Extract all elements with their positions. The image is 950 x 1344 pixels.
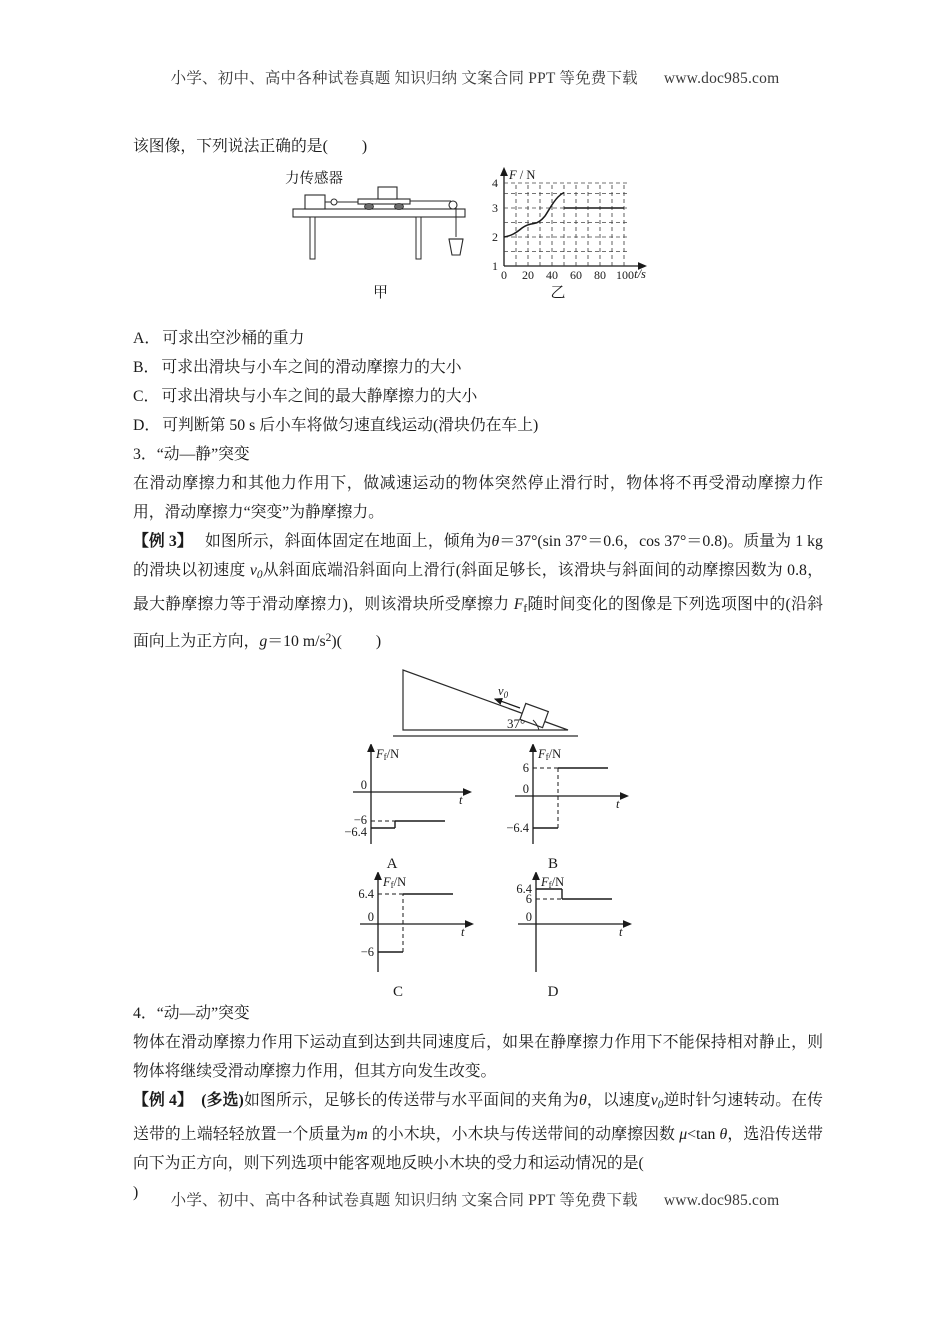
svg-text:40: 40 xyxy=(546,268,558,281)
incline-figure xyxy=(133,662,823,744)
svg-text:−6.4: −6.4 xyxy=(344,824,367,839)
example-3-tag: 【例 3】 xyxy=(133,533,193,550)
svg-text:20: 20 xyxy=(522,268,534,281)
watermark-text: 小学、初中、高中各种试卷真题 知识归纳 文案合同 PPT 等免费下载 xyxy=(170,70,638,87)
figure-caption-jia: 甲 xyxy=(372,285,388,301)
section-4-body: 物体在滑动摩擦力作用下运动直到达到共同速度后，如果在静摩擦力作用下不能保持相对静止，则物体将继续受滑动摩擦力作用，但其方向发生改变。 xyxy=(133,1033,823,1080)
svg-text:100: 100 xyxy=(616,268,634,281)
force-time-graph-figure xyxy=(478,166,653,302)
figure-caption-yi: 乙 xyxy=(550,285,566,301)
answer-graph-b-svg xyxy=(488,744,653,856)
answer-graph-c-label: C xyxy=(392,983,403,1000)
answer-graph-d-label: D xyxy=(547,983,559,1000)
svg-text:4: 4 xyxy=(492,176,498,190)
svg-text:0: 0 xyxy=(522,781,529,796)
svg-text:−6: −6 xyxy=(353,812,367,827)
document-content xyxy=(133,132,823,1207)
answer-graph-a-label: A xyxy=(386,855,398,872)
option-b: B． 可求出滑块与小车之间的滑动摩擦力的大小 xyxy=(133,359,462,376)
option-a: A． 可求出空沙桶的重力 xyxy=(133,330,305,347)
svg-text:0: 0 xyxy=(501,268,507,281)
options-list xyxy=(133,324,823,440)
svg-text:1: 1 xyxy=(492,259,498,273)
watermark-text-footer: 小学、初中、高中各种试卷真题 知识归纳 文案合同 PPT 等免费下载 xyxy=(170,1192,638,1209)
svg-text:Ff/N: Ff/N xyxy=(538,746,562,762)
incline-svg xyxy=(383,662,583,742)
svg-text:F / N: F / N xyxy=(509,168,536,182)
watermark-url-footer: www.doc985.com xyxy=(663,1192,780,1209)
example-4-multi: (多选) xyxy=(201,1091,244,1109)
section-3-heading: 3．“动—静”突变 xyxy=(133,446,250,463)
answer-graph-c-svg xyxy=(333,872,498,984)
svg-text:6: 6 xyxy=(525,891,532,906)
figure-row-jia-yi xyxy=(133,169,823,314)
svg-text:Ff/N: Ff/N xyxy=(383,874,407,890)
answer-graph-b-label: B xyxy=(547,855,558,872)
svg-text:t: t xyxy=(616,796,620,811)
svg-text:−6.4: −6.4 xyxy=(506,820,529,835)
svg-text:37°: 37° xyxy=(507,715,526,731)
question-stem: 该图像，下列说法正确的是( ) xyxy=(133,138,368,155)
svg-text:3: 3 xyxy=(492,201,498,215)
svg-text:0: 0 xyxy=(360,777,367,792)
svg-text:2: 2 xyxy=(492,230,498,244)
svg-text:t: t xyxy=(459,792,463,807)
svg-text:t: t xyxy=(461,924,465,939)
svg-text:80: 80 xyxy=(594,268,606,281)
svg-text:v0: $v_0$ xyxy=(498,683,509,700)
svg-text:t/s: t/s xyxy=(634,267,646,281)
svg-text:−6: −6 xyxy=(360,944,374,959)
answer-graph-a-svg xyxy=(333,744,498,856)
svg-text:6.4: 6.4 xyxy=(358,886,374,901)
watermark-url: www.doc985.com xyxy=(663,70,780,87)
apparatus-figure xyxy=(285,169,473,302)
answer-graph-b xyxy=(488,744,653,873)
svg-text:6.4: 6.4 xyxy=(516,881,532,896)
svg-text:0: 0 xyxy=(367,909,374,924)
answer-graphs-grid xyxy=(133,744,823,999)
svg-text:Ff/N: Ff/N xyxy=(376,746,400,762)
force-sensor-label: 力传感器 xyxy=(285,171,343,187)
watermark-footer xyxy=(0,1188,950,1210)
example-4-closing-paren: ) xyxy=(133,1183,139,1201)
force-time-graph-svg xyxy=(478,166,653,281)
example-3-block: 【例 3】 如图所示，斜面体固定在地面上，倾角为θ＝37°(sin 37°＝0.6，cos 37°＝0.8)。质量为 1 kg 的滑块以初速度 $v_0$从斜面底端沿斜面向上滑行(斜面足够长，该滑块与斜面间的动摩擦因数为 0.8，最大静摩擦力等于滑动摩擦力)，则该滑块所受摩擦力 Ff随时间变化的图像是下列选项图中的(沿斜面向上为正方向，g＝10 $m/s^2$)( ) xyxy=(133,533,823,650)
watermark-header xyxy=(0,66,950,88)
svg-text:t: t xyxy=(619,924,623,939)
example-4-block: 【例 4】 (多选)如图所示，足够长的传送带与水平面间的夹角为θ，以速度$v_0$逆时针匀速转动。在传送带的上端轻轻放置一个质量为m 的小木块，小木块与传送带间的动摩擦因数 μ<tan θ，选沿传送带向下为正方向，则下列选项中能客观地反映小木块的受力和运动情况的是( xyxy=(133,1091,823,1172)
answer-graph-a xyxy=(333,744,498,873)
answer-graph-d-svg xyxy=(488,872,653,984)
option-c: C． 可求出滑块与小车之间的最大静摩擦力的大小 xyxy=(133,388,478,405)
example-4-tag: 【例 4】 xyxy=(133,1091,194,1109)
answer-graph-c xyxy=(333,872,498,1001)
svg-text:6: 6 xyxy=(522,760,529,775)
option-d: D． 可判断第 50 s 后小车将做匀速直线运动(滑块仍在车上) xyxy=(133,417,539,434)
svg-text:0: 0 xyxy=(525,909,532,924)
answer-graph-d xyxy=(488,872,653,1001)
section-3-body: 在滑动摩擦力和其他力作用下，做减速运动的物体突然停止滑行时，物体将不再受滑动摩擦力作用，滑动摩擦力“突变”为静摩擦力。 xyxy=(133,475,823,521)
section-4-heading: 4．“动—动”突变 xyxy=(133,1004,250,1022)
svg-text:60: 60 xyxy=(570,268,582,281)
svg-text:Ff/N: Ff/N xyxy=(541,874,565,890)
